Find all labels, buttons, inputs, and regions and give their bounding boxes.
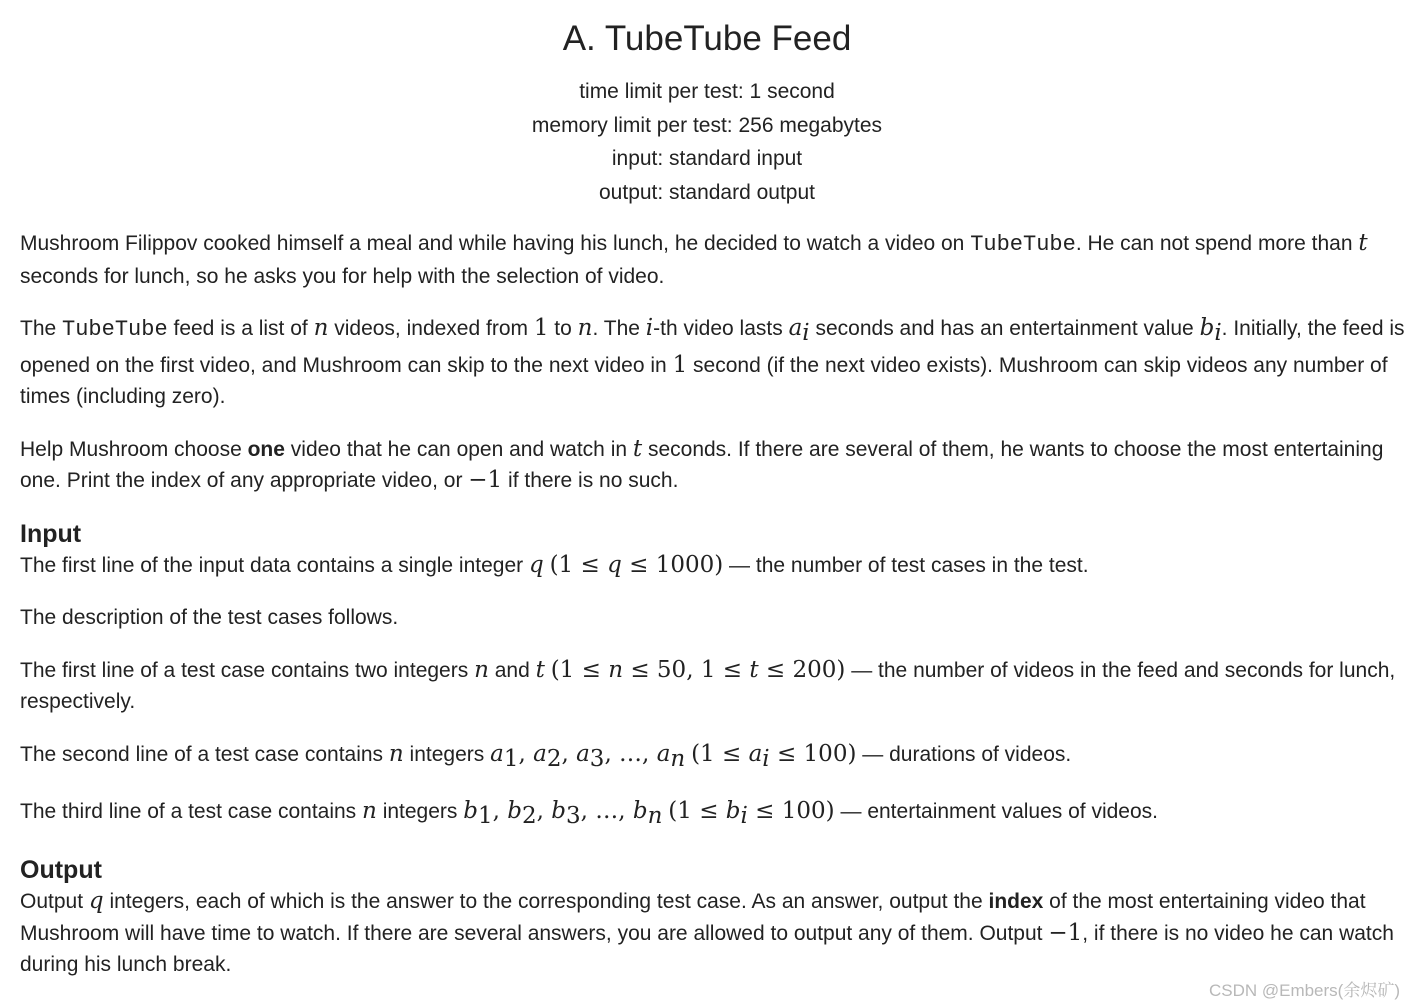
math-text: ≤ 100) xyxy=(747,798,835,825)
math-comma: , xyxy=(536,798,552,825)
input-section-title: Input xyxy=(20,519,82,548)
legend-paragraph-3 xyxy=(20,434,1405,497)
math-text: (1 ≤ xyxy=(550,656,609,683)
text: , if there is no video he can watch during his lunch break. xyxy=(20,921,1394,977)
text: video that he can open and watch in xyxy=(284,437,633,461)
bold-text: index xyxy=(988,890,1044,914)
math-sub: 3 xyxy=(589,745,605,772)
math-sub: 1 xyxy=(503,745,519,772)
code-text: TubeTube xyxy=(62,317,168,342)
math-num: −1 xyxy=(1048,919,1083,946)
math-num: 1 xyxy=(533,315,549,341)
text: — the number of videos in the feed and seconds for lunch, respectively. xyxy=(20,658,1396,714)
text: . He can not spend more than xyxy=(1075,232,1359,255)
text: The xyxy=(20,317,63,340)
math-text: (1 ≤ xyxy=(691,740,749,767)
text: Mushroom Filippov cooked himself a meal and while having his lunch, he decided to watch a video on xyxy=(20,232,971,255)
text: and xyxy=(488,658,536,682)
problem-statement xyxy=(20,228,1405,1002)
math-comma: , xyxy=(492,798,508,825)
math-var: a xyxy=(656,740,671,767)
text: to xyxy=(548,317,578,340)
text: Output xyxy=(20,890,89,914)
text: -th video lasts xyxy=(653,317,789,340)
math-var: b xyxy=(1199,315,1215,341)
math-var: n xyxy=(388,740,404,767)
input-paragraph-4 xyxy=(20,739,1405,776)
legend-paragraph-2 xyxy=(20,313,1405,413)
math-var: b xyxy=(725,798,741,825)
math-var: n xyxy=(577,315,593,341)
text: The third line of a test case contains xyxy=(20,800,363,824)
problem-title: A. TubeTube Feed xyxy=(562,19,852,58)
text: seconds for lunch, so he asks you for help with the selection of video. xyxy=(20,264,665,288)
input-paragraph-1 xyxy=(20,550,1405,582)
math-sub: n xyxy=(670,745,686,772)
output-file: output: standard output xyxy=(599,180,815,204)
text: — durations of videos. xyxy=(856,742,1072,766)
math-var: n xyxy=(608,656,624,683)
math-var: a xyxy=(533,740,547,767)
text: seconds. If there are several of them, he wants to choose the most entertaining one. Print the index of any appropriate video, or xyxy=(20,437,1384,493)
math-num: −1 xyxy=(468,467,503,494)
text: feed is a list of xyxy=(167,317,314,340)
math-var: n xyxy=(313,315,329,341)
input-paragraph-5 xyxy=(20,796,1405,833)
math-var: b xyxy=(632,798,648,825)
math-var: q xyxy=(528,551,544,578)
math-var: t xyxy=(535,656,545,683)
time-limit: time limit per test: 1 second xyxy=(579,80,835,103)
math-dots: , …, xyxy=(580,798,633,825)
math-var: a xyxy=(748,740,763,767)
code-text: TubeTube xyxy=(970,232,1076,257)
math-sub: i xyxy=(802,320,810,347)
math-var: b xyxy=(507,798,522,825)
text: of the most entertaining video that Mushroom will have time to watch. If there are several answers, you are allowed to output any of them. Output xyxy=(20,890,1366,945)
text: seconds and has an entertainment value xyxy=(809,317,1200,340)
math-dots: , …, xyxy=(604,740,657,767)
math-var: q xyxy=(88,888,104,915)
text: integers, each of which is the answer to the corresponding test case. As an answer, output the xyxy=(103,890,989,914)
math-var: b xyxy=(551,798,566,825)
text: — the number of test cases in the test. xyxy=(723,553,1089,577)
text: — entertainment values of videos. xyxy=(834,800,1158,824)
output-section-title: Output xyxy=(20,856,102,885)
math-var: a xyxy=(490,740,504,767)
text: second (if the next video exists). Mushroom can skip videos any number of times (including zero). xyxy=(20,353,1388,409)
text: if there is no such. xyxy=(502,469,679,493)
math-var: a xyxy=(576,740,590,767)
math-var: n xyxy=(474,656,489,683)
math-sub: 2 xyxy=(521,803,537,830)
legend-paragraph-1 xyxy=(20,228,1405,292)
text: Help Mushroom choose xyxy=(20,437,248,461)
input-file: input: standard input xyxy=(611,147,803,170)
math-text: ≤ 200) xyxy=(758,656,846,683)
text: The first line of the input data contains a single integer xyxy=(20,553,529,577)
input-paragraph-3 xyxy=(20,655,1405,718)
math-var: t xyxy=(1358,230,1368,256)
output-paragraph-1 xyxy=(20,886,1405,981)
math-sub: i xyxy=(762,745,770,772)
math-var: a xyxy=(788,315,803,341)
math-sub: i xyxy=(740,803,748,830)
math-var: i xyxy=(645,315,654,341)
memory-limit: memory limit per test: 256 megabytes xyxy=(531,113,883,137)
text: videos, indexed from xyxy=(328,317,534,340)
text: . Initially, the feed is opened on the first video, and Mushroom can skip to the next video in xyxy=(20,317,1405,377)
text: The second line of a test case contains xyxy=(20,742,389,766)
math-var: q xyxy=(607,551,622,578)
input-paragraph-2: The description of the test cases follows. xyxy=(20,606,399,630)
text: . The xyxy=(592,317,646,340)
math-num: 1 xyxy=(672,351,688,378)
bold-text: one xyxy=(247,437,285,461)
math-comma: , xyxy=(561,740,577,767)
math-var: b xyxy=(463,798,478,825)
math-sub: i xyxy=(1214,320,1222,347)
math-var: n xyxy=(362,798,377,825)
math-sub: 3 xyxy=(565,803,581,830)
math-comma: , xyxy=(518,740,534,767)
math-sub: 2 xyxy=(546,745,562,772)
problem-header xyxy=(0,0,1414,209)
text: integers xyxy=(403,742,491,766)
text: The first line of a test case contains two integers xyxy=(20,658,475,682)
math-text: ≤ 1000) xyxy=(621,551,724,578)
math-var: t xyxy=(749,656,759,683)
watermark: CSDN @Embers(余烬矿) xyxy=(1208,981,1400,1000)
math-text: ≤ 100) xyxy=(769,740,857,767)
math-sub: n xyxy=(647,803,663,830)
text: integers xyxy=(376,800,464,824)
math-text: ≤ 50, 1 ≤ xyxy=(623,656,750,683)
math-text: (1 ≤ xyxy=(668,798,726,825)
math-var: t xyxy=(632,435,643,462)
math-sub: 1 xyxy=(477,803,493,830)
math-text: (1 ≤ xyxy=(549,551,608,578)
